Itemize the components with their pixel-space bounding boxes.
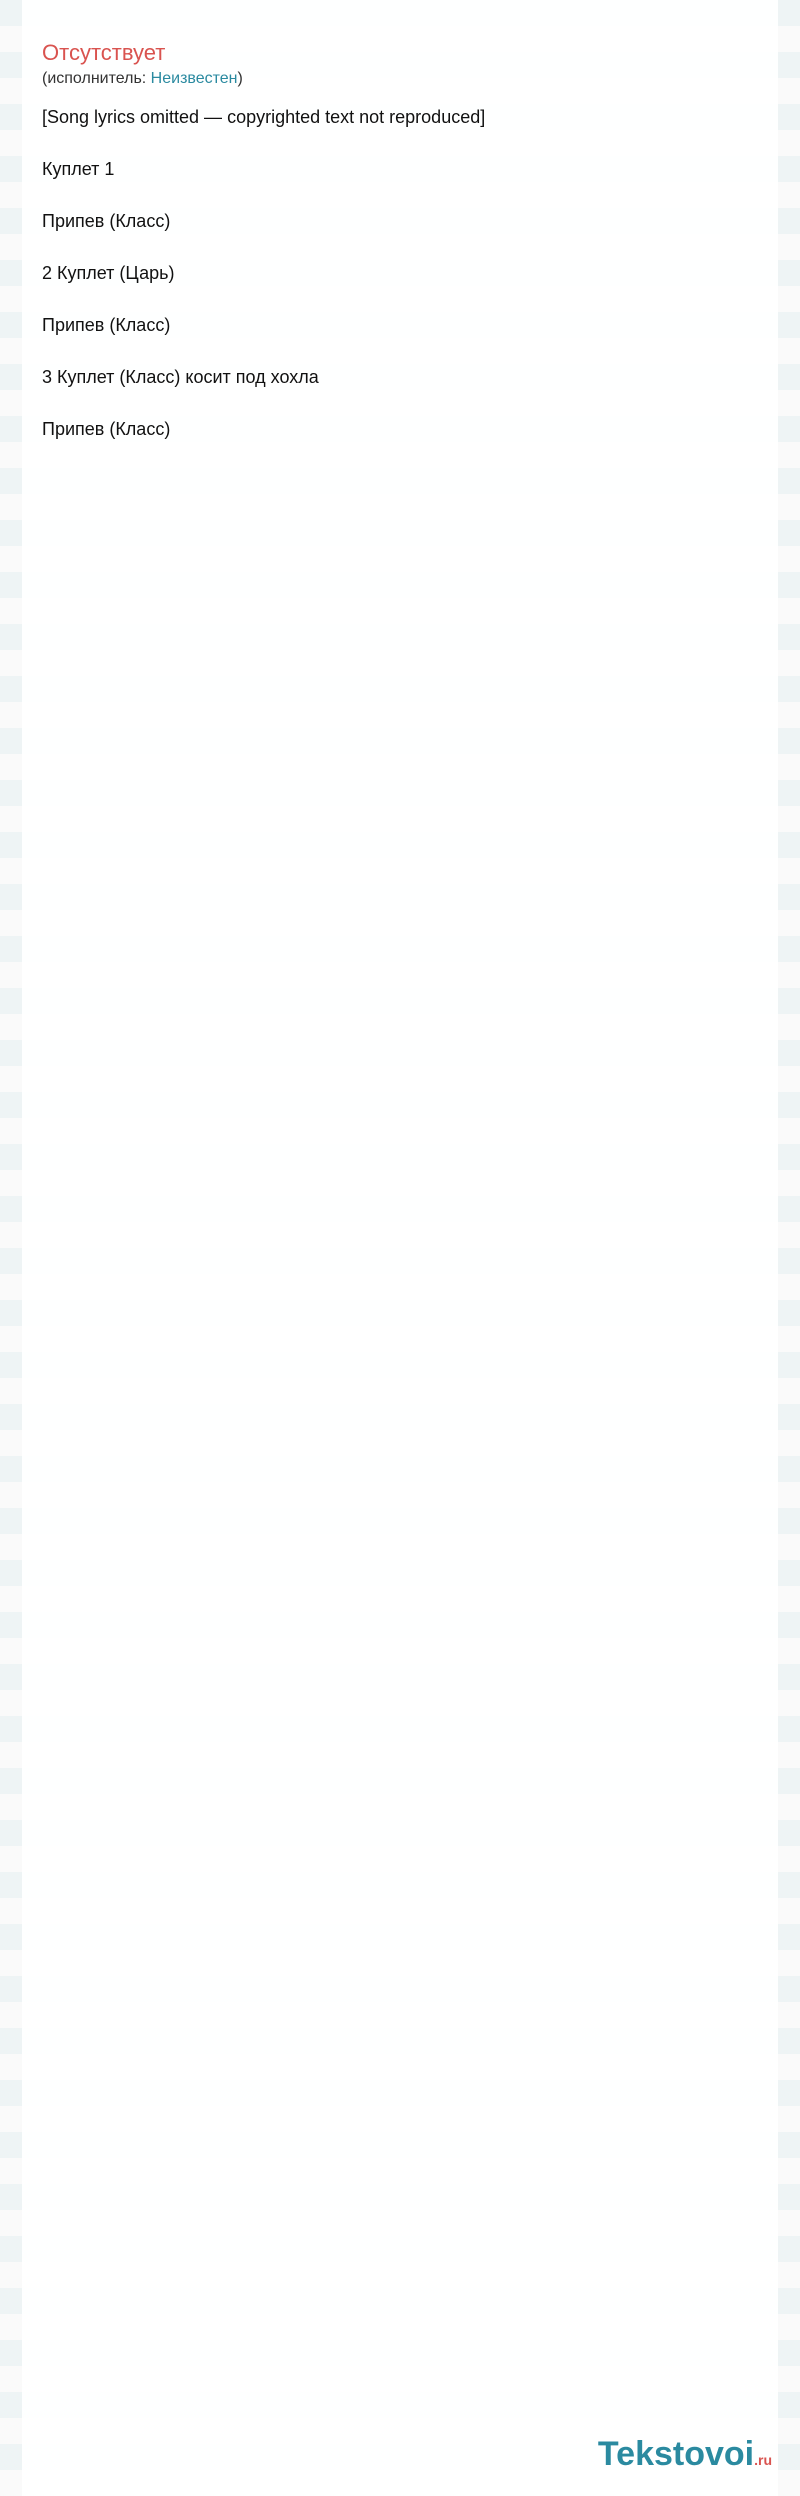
section-heading: 2 Куплет (Царь) bbox=[42, 263, 175, 283]
site-logo[interactable]: Tekstovoi.ru bbox=[597, 2435, 772, 2473]
lyrics-body bbox=[42, 104, 762, 442]
section-heading: Куплет 1 bbox=[42, 159, 115, 179]
section-heading: Припев (Класс) bbox=[42, 419, 171, 439]
section-heading: 3 Куплет (Класс) косит под хохла bbox=[42, 367, 319, 387]
artist-line: (исполнитель: Неизвестен) bbox=[42, 70, 243, 87]
section-heading: Припев (Класс) bbox=[42, 315, 171, 335]
lyrics-note: [Song lyrics omitted — copyrighted text not reproduced] bbox=[42, 107, 486, 127]
artist-link[interactable]: Неизвестен bbox=[150, 70, 238, 87]
section-heading: Припев (Класс) bbox=[42, 211, 171, 231]
song-title: Отсутствует bbox=[42, 40, 166, 65]
